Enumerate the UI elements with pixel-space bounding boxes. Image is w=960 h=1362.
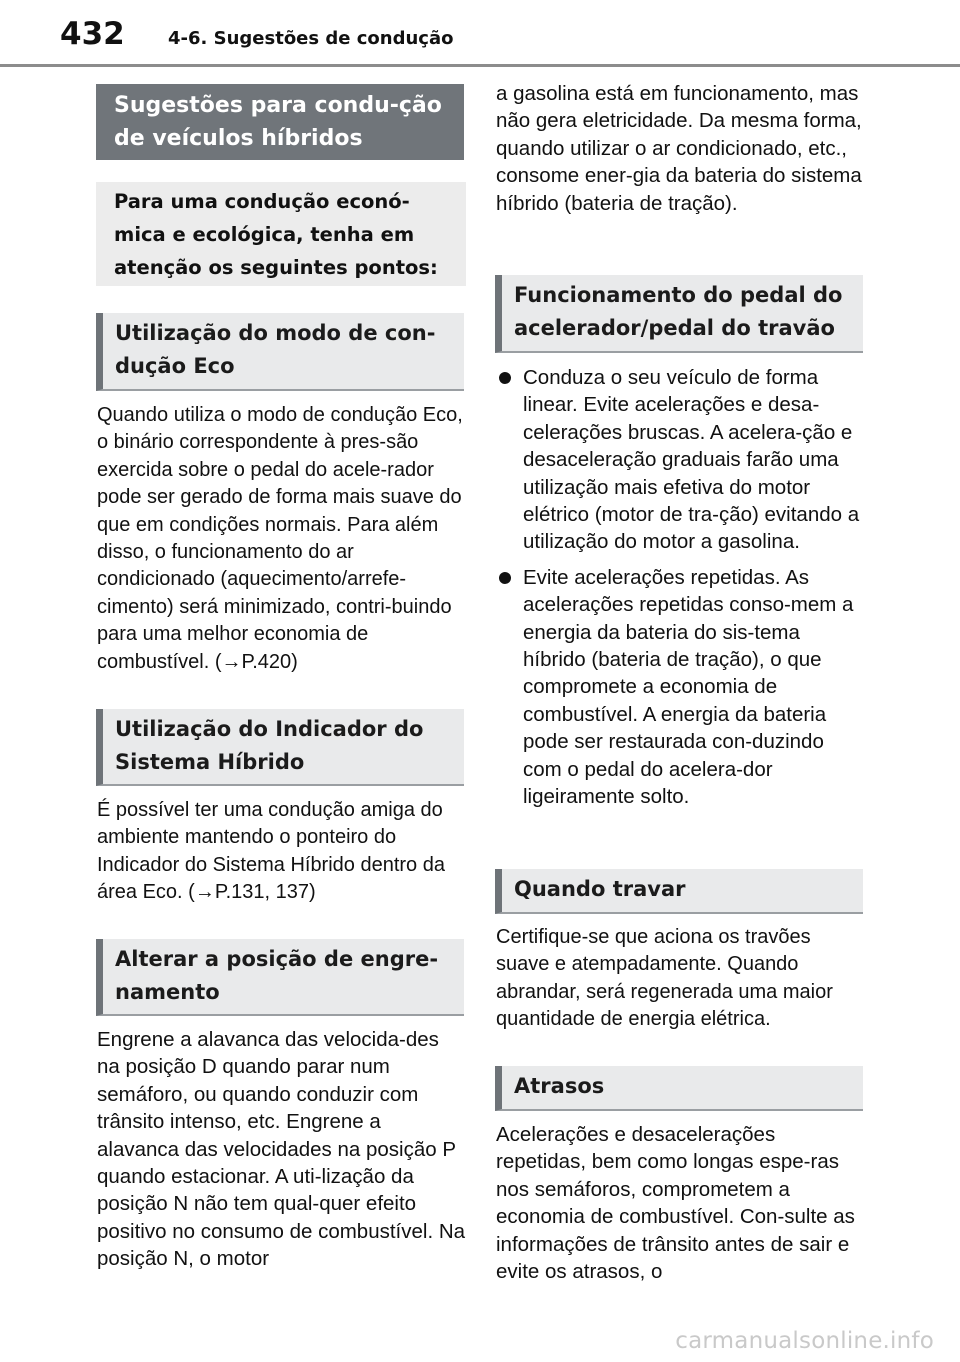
bullet-dot-icon [499, 572, 511, 584]
bullet-dot-icon [499, 372, 511, 384]
chapter-title: 4-6. Sugestões de condução [168, 28, 454, 49]
intro-box [96, 182, 466, 286]
intro-text: Para uma condução econó-mica e ecológica, tenha em atenção os seguintes pontos: [114, 190, 438, 279]
section-heading-eco-mode: Utilização do modo de con-dução Eco [96, 313, 464, 391]
section-body-gear-position: Engrene a alavanca das velocida-des na posição D quando parar num semáforo, ou quando conduzir com trânsito intenso, etc. Engrene a alavanca das velocidades na posição P quando estacionar. A uti-lização da posição N não tem qual-quer efeito positivo no consumo de combustível. Na posição N, o motor [97, 1028, 466, 1271]
section-body-eco-mode: Quando utiliza o modo de condução Eco, o binário correspondente à pres-são exercida sobre o pedal do acele-rador pode ser gerado de forma mais suave do que em condições normais. Para além disso, o funcionamento do ar condicionado (aquecimento/arrefe-cimento) será minimizado, contri-buindo para uma melhor economia de combustível. (→P.420) [97, 404, 463, 673]
main-heading: Sugestões para condu-ção de veículos híbridos [96, 84, 464, 160]
list-item [495, 564, 865, 811]
section-heading-gear-position: Alterar a posição de engre-namento [96, 939, 464, 1016]
section-body-hybrid-indicator: É possível ter uma condução amiga do ambiente mantendo o ponteiro do Indicador do Sistema Híbrido dentro da área Eco. (→P.131, 137) [97, 799, 445, 904]
section-heading-pedal: Funcionamento do pedal do acelerador/pedal do travão [495, 275, 863, 353]
section-body-braking: Certifique-se que aciona os travões suave e atempadamente. Quando abrandar, será regenerada uma maior quantidade de energia elétrica. [496, 926, 833, 1031]
section-heading-hybrid-indicator: Utilização do Indicador do Sistema Híbrido [96, 709, 464, 786]
list-item-text: Evite acelerações repetidas. As acelerações repetidas conso-mem a energia da bateria do sis-tema híbrido (bateria de tração), o que compromete a economia de combustível. A energia da bateria pode ser restaurada con-duzindo com o pedal do acelera-dor ligeiramente solto. [523, 565, 854, 809]
section-heading-delays: Atrasos [495, 1066, 863, 1111]
list-item [495, 364, 865, 556]
list-item-text: Conduza o seu veículo de forma linear. Evite acelerações e desa-celerações bruscas. A acelera-ção e desaceleração graduais farão uma utilização mais efetiva do motor elétrico (motor de tra-ção) evitando a utilização do motor a gasolina. [523, 366, 860, 554]
section-body-delays: Acelerações e desacelerações repetidas, bem como longas espe-ras nos semáforos, comprometem a economia de combustível. Con-sulte as informações de trânsito antes de sair e evite os atrasos, o [496, 1123, 855, 1284]
header-rule [0, 64, 960, 67]
section-heading-braking: Quando travar [495, 869, 863, 914]
pedal-bullet-list [495, 364, 865, 811]
page-number: 432 [60, 16, 125, 52]
continuation-text: a gasolina está em funcionamento, mas não gera eletricidade. Da mesma forma, quando utilizar o ar condicionado, etc., consome ener-gia da bateria do sistema híbrido (bateria de tração). [496, 82, 862, 215]
watermark: carmanualsonline.info [675, 1328, 934, 1354]
